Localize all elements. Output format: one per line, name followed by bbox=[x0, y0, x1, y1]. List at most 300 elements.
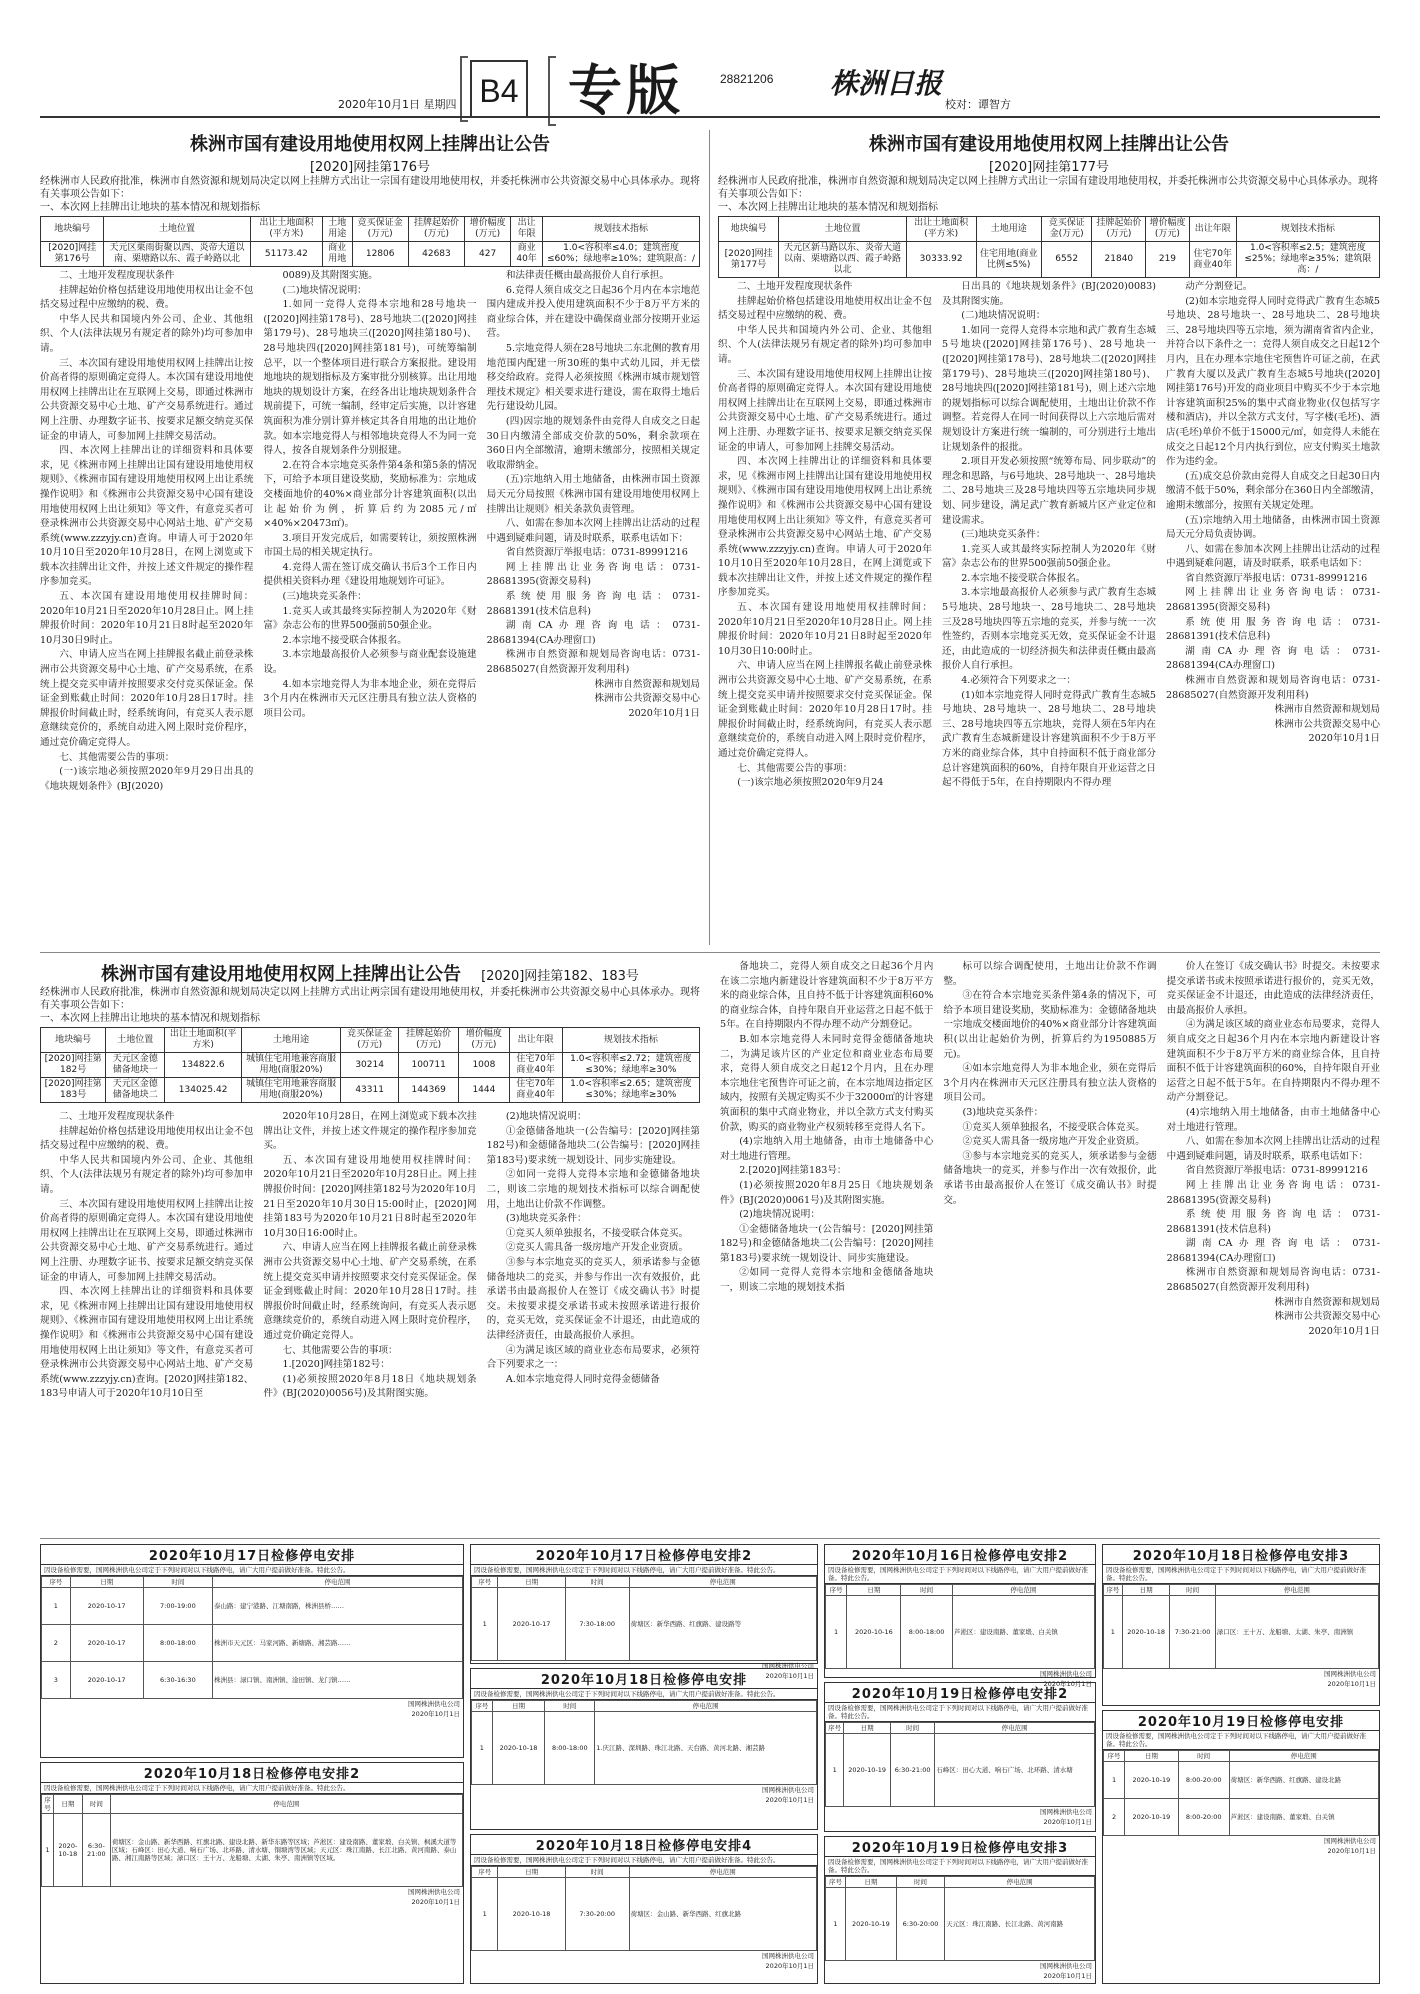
notice-title: 株洲市国有建设用地使用权网上挂牌出让公告 bbox=[190, 134, 550, 155]
outage-intro: 因设备检修需要，国网株洲供电公司定于下列时间对以下线路停电，请广大用户提前做好准备。特此公告。 bbox=[825, 1857, 1095, 1876]
table-header-row bbox=[719, 217, 1380, 242]
cell: 荷塘区：金山路、新华西路、红旗北路 bbox=[629, 1878, 816, 1951]
notice-title: 株洲市国有建设用地使用权网上挂牌出让公告 bbox=[101, 964, 462, 985]
cell: 1444 bbox=[459, 1078, 509, 1103]
outage-title: 2020年10月18日检修停电安排 bbox=[471, 1669, 817, 1689]
paragraph: 中华人民共和国境内外公司、企业、其他组织、个人(法律法规另有规定者的除外)均可参加申请。 bbox=[40, 313, 254, 354]
paragraph: (五)宗地纳入用土地储备，由株洲市国土资源局天元分局按照《株洲市国有建设用地使用权网上挂牌出让规则》相关条款负责管理。 bbox=[486, 474, 700, 515]
notice-section-1: 一、本次网上挂牌出让地块的基本情况和规划指标 bbox=[718, 202, 938, 213]
cell: 2020-10-19 bbox=[1125, 1799, 1179, 1836]
notice-intro: 经株洲市人民政府批准，株洲市自然资源和规划局决定以网上挂牌方式出让两宗国有建设用地使用权，并委托株洲市公共资源交易中心具体承办。现将有关事项公告如下： bbox=[40, 987, 700, 1011]
text-column bbox=[40, 269, 253, 909]
header-cell: 挂牌起始价(万元) bbox=[408, 217, 464, 242]
paragraph: 系统使用服务咨询电话：0731-28681391(技术信息科) bbox=[1166, 1209, 1380, 1235]
cell: 1 bbox=[1104, 1596, 1123, 1669]
cell: 3 bbox=[42, 1662, 71, 1699]
paragraph: (4)宗地纳入用土地储备，由市土地储备中心对土地进行管理。 bbox=[1166, 1106, 1380, 1133]
paragraph: (2)地块情况说明： bbox=[505, 1111, 587, 1122]
outage-intro: 因设备检修需要，国网株洲供电公司定于下列时间对以下线路停电，请广大用户提前做好准备。特此公告。 bbox=[825, 1703, 1095, 1722]
paragraph: 湖南CA办理咨询电话：0731-28681394(CA办理窗口) bbox=[486, 620, 700, 646]
header-cell: 日期 bbox=[70, 1577, 143, 1588]
paragraph: (4)宗地纳入用土地储备，由市土地储备中心对土地进行管理。 bbox=[720, 1136, 934, 1162]
header-cell: 竞买保证金(万元) bbox=[1041, 217, 1092, 242]
paragraph: 系统使用服务咨询电话：0731-28681391(技术信息科) bbox=[1166, 616, 1380, 643]
paragraph: 3.项目开发完成后，如需要转让，须按照株洲市国土局的相关规定执行。 bbox=[263, 532, 477, 559]
section-divider bbox=[40, 1538, 1380, 1539]
paragraph: 2.项目开发必须按照“统筹布局、同步联动”的理念和思路，与6号地块、28号地块一、28号地块二、28号地块三及28号地块四等五宗地块同步规划、同步建设，满足武广教育新城片区产业定位和建设需求。 bbox=[942, 456, 1156, 526]
cell: 住宅70年商业40年 bbox=[1189, 242, 1236, 278]
outage-intro: 因设备检修需要，国网株洲供电公司定于下列时间对以下线路停电，请广大用户提前做好准备。特此公告。 bbox=[471, 1565, 817, 1576]
cell: 6:30-21:00 bbox=[82, 1814, 110, 1887]
paragraph: 价人在签订《成交确认书》时提交。未按要求提交承诺书或未按照承诺进行报价的，竞买无效，竞买保证金不计退还，由此造成的法律经济责任，由最高报价人承担。 bbox=[1166, 961, 1380, 1016]
paragraph: 4.如本宗地竞得人为非本地企业，须在竞得后3个月内在株洲市天元区注册具有独立法人资格的项目公司。 bbox=[263, 678, 477, 719]
outage-intro: 因设备检修需要，国网株洲供电公司定于下列时间对以下线路停电，请广大用户提前做好准备。特此公告。 bbox=[1103, 1565, 1379, 1584]
paragraph: ②如同一竞得人竞得本宗地和金德储备地块二，则该二宗地的规划技术指标可以综合调配使用，土地出让价款不作调整。 bbox=[486, 1169, 700, 1210]
cell: 株洲县：渌口镇、南洲镇、淦田镇、龙门镇…… bbox=[213, 1662, 463, 1699]
cell: 2020-10-19 bbox=[845, 1888, 896, 1961]
page-number: B4 bbox=[470, 60, 528, 118]
cell: 2020-10-18 bbox=[492, 1712, 545, 1785]
table-header-row bbox=[1104, 1751, 1379, 1762]
paragraph: ①金德储备地块一(公告编号：[2020]网挂第182号)和金德储备地块二(公告编号：[2020]网挂第183号)要求统一规划设计、同步实施建设。 bbox=[486, 1125, 700, 1166]
cell: 2020-10-19 bbox=[844, 1734, 891, 1807]
cell: 6552 bbox=[1041, 242, 1092, 278]
paragraph: 五、本次国有建设用地使用权挂牌时间：2020年10月21日至2020年10月28日止。网上挂牌报价时间：[2020]网挂第182号为2020年10月21日至2020年10月30日15:00时止，[2020]网挂第183号为2020年10月21日8时起至2020年10月30日16:00时止。 bbox=[263, 1154, 477, 1239]
paragraph: (1)必须按照2020年8月18日《地块规划条件》(BJ(2020)0056号)及其附图实施。 bbox=[263, 1373, 477, 1400]
parcel-table bbox=[40, 1027, 700, 1103]
paragraph: ④如本宗地竞得人为非本地企业，须在竞得后3个月内在株洲市天元区注册具有独立法人资格的项目公司。 bbox=[943, 1063, 1157, 1104]
text-column bbox=[263, 1110, 476, 1530]
paragraph: 6.竞得人须自成交之日起36个月内在本宗地范围内建成并投入使用建筑面积不少于8万平方米的商业综合体，并在建设中确保商业部分按期开业运营。 bbox=[486, 284, 700, 340]
header-cell: 序号 bbox=[1104, 1751, 1125, 1762]
header-cell: 出让土地面积(平方米) bbox=[165, 1028, 242, 1053]
text-column-body bbox=[1166, 280, 1380, 703]
header-cell: 序号 bbox=[826, 1877, 846, 1888]
paragraph: 三、本次国有建设用地使用权网上挂牌出让按价高者得的原则确定竞得人。本次国有建设用地使用权网上挂牌出让在互联网上交易，即通过株洲市公共资源交易中心土地、矿产交易系统进行。通过网上注册、办理数字证书、按要求足额交纳竞买保证金的申请人，可参加网上挂牌交易活动。 bbox=[718, 368, 932, 453]
header-cell: 日期 bbox=[845, 1877, 896, 1888]
header-cell: 日期 bbox=[53, 1795, 82, 1814]
outage-footer: 国网株洲供电公司 bbox=[408, 1700, 460, 1708]
outage-table bbox=[471, 1700, 817, 1785]
outage-title: 2020年10月18日检修停电安排3 bbox=[1103, 1545, 1379, 1565]
outage-box bbox=[1102, 1544, 1380, 1706]
cell: 1.0<容积率≤2.72；建筑密度≤30%；绿地率≥30% bbox=[562, 1053, 699, 1078]
signature-2: 株洲市公共资源交易中心 bbox=[1274, 1311, 1380, 1323]
paragraph: 网上挂牌出让业务咨询电话：0731-28681395(资源交易科) bbox=[486, 561, 700, 588]
outage-date: 2020年10月1日 bbox=[1043, 1680, 1092, 1688]
cell: 100711 bbox=[398, 1053, 458, 1078]
signature-date: 2020年10月1日 bbox=[628, 707, 700, 719]
header-cell: 出让土地面积(平方米) bbox=[906, 217, 976, 242]
signature-date: 2020年10月1日 bbox=[1308, 733, 1380, 745]
header-cell: 停电范围 bbox=[110, 1795, 462, 1814]
outage-table bbox=[471, 1866, 817, 1951]
outage-intro: 因设备检修需要，国网株洲供电公司定于下列时间对以下线路停电，请广大用户提前做好准备。特此公告。 bbox=[471, 1689, 817, 1700]
outage-title: 2020年10月19日检修停电安排 bbox=[1103, 1711, 1379, 1731]
paragraph: 六、申请人应当在网上挂牌报名截止前登录株洲市公共资源交易中心土地、矿产交易系统，在系统上提交竞买申请并按照要求交付竞买保证金。保证金到账截止时间：2020年10月28日17时。挂牌报价时间截止时，经系统询问，有竞买人表示愿意继续竞价的，系统自动进入网上限时竞价程序，通过竞价确定竞得人。 bbox=[40, 649, 254, 748]
outage-footer: 国网株洲供电公司 bbox=[1040, 1670, 1092, 1678]
header-cell: 停电范围 bbox=[952, 1585, 1094, 1596]
table-row bbox=[42, 1662, 463, 1699]
cell: 2020-10-18 bbox=[53, 1814, 82, 1887]
cell: 荷塘区：新华西路、红旗路、建设北路 bbox=[1229, 1762, 1378, 1799]
paragraph: 四、本次网上挂牌出让的详细资料和具体要求，见《株洲市网上挂牌出让国有建设用地使用权规则》、《株洲市国有建设用地使用权网上出让系统操作说明》和《株洲市公共资源交易中心国有建设用地使用权网上出让须知》等文件，有意竞买者可登录株洲市公共资源交易中心网站土地、矿产交易系统(www.zzzyjy.cn)查询。申请人可于2020年10月10日至2020年10月28日，在网上浏览或下载本次挂牌出让文件，并按上述文件规定的操作程序参加竞买。 bbox=[718, 456, 932, 599]
cell: 12806 bbox=[352, 242, 408, 267]
header-cell: 序号 bbox=[472, 1867, 498, 1878]
header-cell: 序号 bbox=[42, 1795, 54, 1814]
cell: 1.庆江路、深圳路、珠江北路、天台路、黄河北路、湘芸路 bbox=[595, 1712, 817, 1785]
table-header-row bbox=[826, 1585, 1095, 1596]
header-cell: 停电范围 bbox=[945, 1877, 1095, 1888]
cell: 8:00-20:00 bbox=[1178, 1799, 1229, 1836]
notice-intro: 经株洲市人民政府批准，株洲市自然资源和规划局决定以网上挂牌方式出让一宗国有建设用地使用权，并委托株洲市公共资源交易中心具体承办。现将有关事项公告如下： bbox=[40, 176, 700, 200]
header-cell: 停电范围 bbox=[213, 1577, 463, 1588]
cell: 芦淞区：建设南路、董家塅、白关镇 bbox=[1229, 1799, 1378, 1836]
outage-intro: 因设备检修需要，国网株洲供电公司定于下列时间对以下线路停电，请广大用户提前做好准备。特此公告。 bbox=[471, 1855, 817, 1866]
outage-box bbox=[470, 1544, 818, 1680]
cell: 7:00-19:00 bbox=[143, 1588, 212, 1625]
outage-box bbox=[40, 1544, 464, 1758]
paragraph: 1.竞买人或其最终实际控制人为2020年《财富》杂志公布的世界500强前50强企业。 bbox=[942, 543, 1156, 570]
header-cell: 日期 bbox=[1125, 1751, 1179, 1762]
paragraph: 三、本次国有建设用地使用权网上挂牌出让按价高者得的原则确定竞得人。本次国有建设用地使用权网上挂牌出让在互联网上交易，即通过株洲市公共资源交易中心土地、矿产交易系统进行。通过网上注册、办理数字证书、按要求足额交纳竞买保证金的申请人，可参加网上挂牌交易活动。 bbox=[40, 357, 254, 442]
header-cell: 日期 bbox=[498, 1867, 565, 1878]
outage-date: 2020年10月1日 bbox=[411, 1710, 460, 1718]
header-cell: 土地位置 bbox=[106, 1028, 165, 1053]
cell: 芦淞区：建设南路、董家塅、白关镇 bbox=[952, 1596, 1094, 1669]
outage-footer: 国网株洲供电公司 bbox=[762, 1952, 814, 1960]
text-column bbox=[720, 960, 933, 1530]
header-cell: 地块编号 bbox=[719, 217, 779, 242]
outage-title: 2020年10月17日检修停电安排2 bbox=[471, 1545, 817, 1565]
cell: 7:30-20:00 bbox=[565, 1878, 629, 1951]
header-cell: 挂牌起始价(万元) bbox=[1092, 217, 1146, 242]
outage-title: 2020年10月17日检修停电安排 bbox=[41, 1545, 463, 1565]
paragraph: 株洲市自然资源和规划局咨询电话：0731-28685027(自然资源开发利用科) bbox=[486, 649, 700, 676]
table-row bbox=[41, 242, 700, 267]
table-header-row bbox=[41, 217, 700, 242]
text-column-body bbox=[1167, 960, 1380, 1296]
text-column bbox=[263, 269, 476, 909]
table-row bbox=[1104, 1596, 1379, 1669]
paragraph: 1.竞买人或其最终实际控制人为2020年《财富》杂志公布的世界500强前50强企业。 bbox=[263, 605, 477, 632]
cell: 8:00-18:00 bbox=[545, 1712, 595, 1785]
table-header-row bbox=[1104, 1585, 1379, 1596]
header-cell: 出让年限 bbox=[1189, 217, 1236, 242]
cell: [2020]网挂第182号 bbox=[41, 1053, 106, 1078]
paragraph: 4.竞得人需在签订成交确认书后3个工作日内提供相关资料办理《建设用地规划许可证》。 bbox=[263, 561, 477, 588]
paragraph: ②如同一竞得人竞得本宗地和金德储备地块一，则该二宗地的规划技术指 bbox=[720, 1267, 934, 1294]
paragraph: 二、土地开发程度现状条件 bbox=[737, 281, 853, 292]
paragraph: 八、如需在参加本次网上挂牌出让活动的过程中遇到疑难问题，请及时联系，联系电话如下： bbox=[486, 518, 700, 544]
paragraph: 中华人民共和国境内外公司、企业、其他组织、个人(法律法规另有规定者的除外)均可参加申请。 bbox=[40, 1154, 254, 1195]
cell: 2020-10-16 bbox=[847, 1596, 901, 1669]
cell: [2020]网挂第183号 bbox=[41, 1078, 106, 1103]
cell: 30333.92 bbox=[906, 242, 976, 278]
section-divider bbox=[40, 952, 1380, 953]
paragraph: (四)因宗地的规划条件由竞得人自成交之日起30日内缴清全部成交价款的50%，剩余款项在360日内全部缴清，逾期未缴部分，按照相关规定收取滞纳金。 bbox=[486, 415, 700, 471]
cell: 商业40年 bbox=[511, 242, 543, 267]
header-cell: 停电范围 bbox=[1215, 1585, 1378, 1596]
text-column bbox=[1166, 280, 1380, 920]
paragraph: 八、如需在参加本次网上挂牌出让活动的过程中遇到疑难问题，请及时联系，联系电话如下： bbox=[1166, 1136, 1380, 1162]
paragraph: ③在符合本宗地竞买条件第4条的情况下，可给予本项目建设奖励，奖励标准为：金德储备地块一宗地成交楼面地价的40%×商业部分计容建筑面积(以出让起始价为例，折算后约为1950885万元)。 bbox=[943, 990, 1157, 1060]
cell: 1 bbox=[472, 1878, 498, 1951]
table-header-row bbox=[472, 1867, 817, 1878]
cell: 2 bbox=[42, 1625, 71, 1662]
outage-box bbox=[824, 1836, 1096, 1984]
paragraph: (2)地块情况说明： bbox=[739, 1209, 820, 1221]
cell: 1.0<容积率≤4.0；建筑密度≤60%；绿地率≥10%；建筑限高：/ bbox=[543, 242, 700, 267]
header-cell: 出让年限 bbox=[511, 217, 543, 242]
column-divider bbox=[709, 130, 710, 945]
cell: 6:30-16:30 bbox=[143, 1662, 212, 1699]
header-cell: 时间 bbox=[896, 1877, 944, 1888]
paragraph: 八、如需在参加本次网上挂牌出让活动的过程中遇到疑难问题，请及时联系，联系电话如下： bbox=[1166, 543, 1380, 570]
outage-table bbox=[1103, 1750, 1379, 1836]
paragraph: 六、申请人应当在网上挂牌报名截止前登录株洲市公共资源交易中心土地、矿产交易系统，在系统上提交竞买申请并按照要求交付竞买保证金。保证金到账截止时间：2020年10月28日17时。挂牌报价时间截止时，经系统询问，有竞买人表示愿意继续竞价的，系统自动进入网上限时竞价程序，通过竞价确定竞得人。 bbox=[263, 1242, 477, 1341]
notice-176 bbox=[40, 130, 700, 909]
header-cell: 时间 bbox=[1170, 1585, 1215, 1596]
paragraph: 中华人民共和国境内外公司、企业、其他组织、个人(法律法规另有规定者的除外)均可参加申请。 bbox=[718, 324, 932, 365]
outage-table bbox=[471, 1576, 817, 1661]
cell: 7:30-18:00 bbox=[565, 1588, 629, 1661]
cell: 泰山路：建宁港路、江塘南路，株洲县桥…… bbox=[213, 1588, 463, 1625]
paragraph: 和法律责任概由最高报价人自行承担。 bbox=[505, 270, 669, 281]
outage-table bbox=[41, 1794, 463, 1887]
header-cell: 规划技术指标 bbox=[1236, 217, 1379, 242]
cell: 城镇住宅用地兼容商服用地(商服20%) bbox=[241, 1053, 340, 1078]
outage-title: 2020年10月18日检修停电安排4 bbox=[471, 1835, 817, 1855]
paragraph: 2.[2020]网挂第183号： bbox=[739, 1165, 847, 1177]
cell: 30214 bbox=[341, 1053, 399, 1078]
paragraph: 挂牌起始价格包括建设用地使用权出让金不包括交易过程中应缴纳的税、费。 bbox=[40, 284, 254, 311]
paragraph: 1.如同一竞得人竞得本宗地和武广教育生态城5号地块([2020]网挂第176号)、28号地块一([2020]网挂第178号)、28号地块二([2020]网挂第179号)、28号地块三([2020]网挂第180号)、28号地块四([2020]网挂第181号)，则上述六宗地的规划指标可以综合调配使用，土地出让价款不作调整。若竞得人在同一时间获得以上六宗地后需对规划设计方案进行统一编制的，可分别进行土地出让规划条件的报批。 bbox=[942, 324, 1156, 453]
outage-intro: 因设备检修需要，国网株洲供电公司定于下列时间对以下线路停电，请广大用户提前做好准备。特此公告。 bbox=[41, 1783, 463, 1794]
cell: 住宅70年商业40年 bbox=[509, 1053, 562, 1078]
header-cell: 出让年限 bbox=[509, 1028, 562, 1053]
outage-box bbox=[40, 1762, 464, 1984]
paragraph: 备地块二，竞得人须自成交之日起36个月内在该二宗地内新建设计容建筑面积不少于8万平方米的商业综合体，且自持不低于计容建筑面积60%的商业综合体，自持年限自开业运营之日起不低于5年。在自持期限内不得办理不动产分割登记。 bbox=[720, 961, 934, 1031]
paragraph: (3)地块竞买条件： bbox=[962, 1106, 1044, 1118]
notice-intro: 经株洲市人民政府批准，株洲市自然资源和规划局决定以网上挂牌方式出让一宗国有建设用地使用权，并委托株洲市公共资源交易中心具体承办。现将有关事项公告如下： bbox=[718, 176, 1378, 200]
paragraph: 挂牌起始价格包括建设用地使用权出让金不包括交易过程中应缴纳的税、费。 bbox=[718, 295, 932, 322]
header-cell: 时间 bbox=[565, 1577, 629, 1588]
paragraph: (一)该宗地必须按照2020年9月24 bbox=[737, 777, 884, 789]
header-cell: 出让土地面积(平方米) bbox=[250, 217, 322, 242]
header-cell: 停电范围 bbox=[935, 1723, 1095, 1734]
outage-intro: 因设备检修需要，国网株洲供电公司定于下列时间对以下线路停电，请广大用户提前做好准备。特此公告。 bbox=[1103, 1731, 1379, 1750]
table-header-row bbox=[41, 1028, 700, 1053]
header-cell: 规划技术指标 bbox=[543, 217, 700, 242]
header-cell: 地块编号 bbox=[41, 1028, 106, 1053]
header-cell: 日期 bbox=[844, 1723, 891, 1734]
header-cell: 序号 bbox=[826, 1723, 844, 1734]
cell: 43311 bbox=[341, 1078, 399, 1103]
cell: 2020-10-19 bbox=[1125, 1762, 1179, 1799]
paragraph: (3)地块竞买条件： bbox=[505, 1213, 587, 1225]
paragraph: ④为满足该区域的商业业态布局要求，竞得人须自成交之日起36个月内在本宗地内新建设计容建筑面积不少于8万平方米的商业综合体，且自持面积不低于计容建筑面积的60%，自持年限自开业运营之日起不低于5年。在自持期限内不得办理不动产分割登记。 bbox=[1166, 1019, 1380, 1104]
cell: 8:00-20:00 bbox=[1178, 1762, 1229, 1799]
notice-section-1: 一、本次网上挂牌出让地块的基本情况和规划指标 bbox=[40, 1013, 260, 1024]
cell: 8:00-18:00 bbox=[901, 1596, 952, 1669]
paragraph: 株洲市自然资源和规划局咨询电话：0731-28685027(自然资源开发利用科) bbox=[1166, 1267, 1380, 1294]
table-row bbox=[41, 1053, 700, 1078]
header-cell: 时间 bbox=[891, 1723, 935, 1734]
cell: 株洲市天元区：马家河路、新塘路、湘芸路…… bbox=[213, 1625, 463, 1662]
outage-intro: 因设备检修需要，国网株洲供电公司定于下列时间对以下线路停电，请广大用户提前做好准备。特此公告。 bbox=[41, 1565, 463, 1576]
table-header-row bbox=[42, 1795, 463, 1814]
outage-table bbox=[825, 1722, 1095, 1807]
masthead-rule bbox=[40, 116, 1380, 118]
cell: 城镇住宅用地兼容商服用地(商服20%) bbox=[241, 1078, 340, 1103]
paragraph: 2.在符合本宗地竞买条件第4条和第5条的情况下，可给予本项目建设奖励，奖励标准为：宗地成交楼面地价的40%×商业部分计容建筑面积(以出让起始价为例，折算后约为2085元/㎡×40%×20473㎡)。 bbox=[263, 459, 477, 530]
table-header-row bbox=[472, 1577, 817, 1588]
cell: 1 bbox=[1104, 1762, 1125, 1799]
header-cell: 时间 bbox=[82, 1795, 110, 1814]
table-row bbox=[42, 1814, 463, 1887]
header-cell: 停电范围 bbox=[629, 1577, 816, 1588]
outage-footer: 国网株洲供电公司 bbox=[762, 1662, 814, 1670]
paragraph: 2020年10月28日，在网上浏览或下载本次挂牌出让文件，并按上述文件规定的操作程序参加竞买。 bbox=[263, 1111, 477, 1152]
header-cell: 日期 bbox=[498, 1577, 565, 1588]
cell: 2020-10-17 bbox=[70, 1625, 143, 1662]
paragraph: (二)地块情况说明： bbox=[961, 310, 1046, 322]
text-column bbox=[942, 280, 1156, 920]
table-header-row bbox=[42, 1577, 463, 1588]
notice-number: [2020]网挂第182、183号 bbox=[481, 969, 639, 984]
cell: 天元区金德储备地块二 bbox=[106, 1078, 165, 1103]
header-cell: 时间 bbox=[545, 1701, 595, 1712]
paragraph: (五)成交总价款由竞得人自成交之日起30日内缴清不低于50%，剩余部分在360日内全部缴清，逾期未缴部分，按照有关规定处理。 bbox=[1166, 470, 1380, 511]
header-cell: 时间 bbox=[1178, 1751, 1229, 1762]
paragraph: 湖南CA办理咨询电话：0731-28681394(CA办理窗口) bbox=[1166, 1238, 1380, 1264]
header-cell: 土地位置 bbox=[779, 217, 907, 242]
paragraph: 省自然资源厅举报电话：0731-89991216 bbox=[505, 547, 688, 559]
outage-footer: 国网株洲供电公司 bbox=[1040, 1808, 1092, 1816]
paragraph: 湖南CA办理咨询电话：0731-28681394(CA办理窗口) bbox=[1166, 645, 1380, 672]
notice-title: 株洲市国有建设用地使用权网上挂牌出让公告 bbox=[869, 134, 1229, 155]
outage-footer: 国网株洲供电公司 bbox=[1324, 1837, 1376, 1845]
table-header-row bbox=[826, 1723, 1095, 1734]
paragraph: 系统使用服务咨询电话：0731-28681391(技术信息科) bbox=[486, 591, 700, 617]
cell: 2020-10-18 bbox=[1122, 1596, 1170, 1669]
paragraph: 挂牌起始价格包括建设用地使用权出让金不包括交易过程中应缴纳的税、费。 bbox=[40, 1125, 254, 1152]
cell: 219 bbox=[1146, 242, 1189, 278]
header-cell: 序号 bbox=[826, 1585, 847, 1596]
paragraph: 省自然资源厅举报电话：0731-89991216 bbox=[1185, 572, 1368, 584]
cell: 2020-10-17 bbox=[70, 1588, 143, 1625]
paragraph: 2.本宗地不接受联合体报名。 bbox=[961, 572, 1086, 584]
table-row bbox=[1104, 1799, 1379, 1836]
date-line: 2020年10月1日 星期四 bbox=[338, 98, 457, 111]
notice-heading bbox=[40, 960, 700, 986]
paragraph: A.如本宗地竞得人同时竞得金德储备 bbox=[505, 1373, 660, 1385]
text-column bbox=[487, 1110, 700, 1530]
paragraph: B.如本宗地竞得人未同时竞得金德储备地块二，为满足该片区的产业定位和商业业态布局要求，竞得人须自成交之日起12个月内，且在办理本宗地住宅预售许可证之前，在本宗地周边指定区域内，按照有关规定购买不少于32000㎡的计容建筑面积的集中式商业物业，并以全款方式支付购买价款，购买的商业物业产权须转移至竞得人名下。 bbox=[720, 1033, 934, 1133]
text-column-body bbox=[487, 269, 700, 678]
parcel-table bbox=[40, 216, 700, 267]
cell: 1.0<容积率≤2.5；建筑密度≤25%；绿地率≥35%；建筑限高：/ bbox=[1236, 242, 1379, 278]
signature-2: 株洲市公共资源交易中心 bbox=[1274, 718, 1380, 730]
paragraph: (2)如本宗地竞得人同时竞得武广教育生态城5号地块、28号地块一、28号地块二、28号地块三、28号地块四等五宗地，须为湖南省省内企业，并符合以下条件之一：竞得人须自成交之日起12个月内，且在办理本宗地住宅预售许可证之前，在武广教育大厦以及武广教育生态城5号地块([2020]网挂第176号)开发的商业项目中购买不少于本宗地计容建筑面积25%的集中式商业物业(仅包括写字楼和酒店)，并以全款方式支付，写字楼(毛坯)、酒店(毛坯)单价不低于15000元/㎡，如竞得人未能在成交之日起12个月内执行到位，应支付购买土地款作为违约金。 bbox=[1166, 295, 1380, 468]
text-column bbox=[487, 269, 700, 909]
header-cell: 序号 bbox=[42, 1577, 71, 1588]
paragraph: 七、其他需要公告的事项： bbox=[59, 751, 175, 763]
text-column bbox=[943, 960, 1156, 1530]
paragraph: (1)必须按照2020年8月25日《地块规划条件》(BJ(2020)0061号)及其附图实施。 bbox=[720, 1179, 934, 1206]
outage-footer: 国网株洲供电公司 bbox=[1040, 1962, 1092, 1970]
cell: 2020-10-17 bbox=[70, 1662, 143, 1699]
table-row bbox=[1104, 1762, 1379, 1799]
outage-title: 2020年10月19日检修停电安排3 bbox=[825, 1837, 1095, 1857]
header-cell: 土地用途 bbox=[241, 1028, 340, 1053]
paragraph: (一)该宗地必须按照2020年9月29日出具的《地块规划条件》(BJ(2020) bbox=[40, 766, 254, 792]
cell: 1 bbox=[472, 1588, 498, 1661]
table-row bbox=[41, 1078, 700, 1103]
table-row bbox=[826, 1596, 1095, 1669]
cell: 42683 bbox=[408, 242, 464, 267]
header-cell: 增价幅度(万元) bbox=[465, 217, 511, 242]
paragraph: 四、本次网上挂牌出让的详细资料和具体要求，见《株洲市网上挂牌出让国有建设用地使用权规则》、《株洲市国有建设用地使用权网上出让系统操作说明》和《株洲市公共资源交易中心国有建设用地使用权网上出让须知》等文件，有意竞买者可登录株洲市公共资源交易中心网站土地、矿产交易系统(www.zzzyjy.cn)查询。申请人可于2020年10月10日至2020年10月28日，在网上浏览或下载本次挂牌出让文件，并按上述文件规定的操作程序参加竞买。 bbox=[40, 445, 254, 588]
header-cell: 时间 bbox=[565, 1867, 629, 1878]
paragraph: ③参与本宗地竞买的竞买人，须承诺参与金德储备地块一的竞买，并参与作出一次有效报价，此承诺书由最高报价人在签订《成交确认书》时提交。 bbox=[943, 1150, 1157, 1206]
cell: 1 bbox=[472, 1712, 493, 1785]
outage-date: 2020年10月1日 bbox=[1043, 1818, 1092, 1826]
paragraph: ④为满足该区域的商业业态布局要求，必须符合下列要求之一： bbox=[486, 1344, 700, 1371]
newspaper-logo: 株洲日报 bbox=[830, 67, 943, 100]
outage-footer: 国网株洲供电公司 bbox=[408, 1888, 460, 1896]
header-cell: 停电范围 bbox=[595, 1701, 817, 1712]
outage-title: 2020年10月18日检修停电安排2 bbox=[41, 1763, 463, 1783]
cell: 1 bbox=[42, 1588, 71, 1625]
cell: [2020]网挂第176号 bbox=[41, 242, 104, 267]
header-cell: 土地用途 bbox=[976, 217, 1041, 242]
cell: 1 bbox=[42, 1814, 54, 1887]
outage-date: 2020年10月1日 bbox=[1327, 1680, 1376, 1688]
outage-title: 2020年10月16日检修停电安排2 bbox=[825, 1545, 1095, 1565]
paragraph: ③参与本宗地竞买的竞买人，须承诺参与金德储备地块二的竞买，并参与作出一次有效报价，此承诺书由最高报价人在签订《成交确认书》时提交。未按要求提交承诺书或未按照承诺进行报价的，竞买无效，竞买保证金不计退还，由此造成的法律经济责任，由最高报价人承担。 bbox=[486, 1256, 700, 1341]
outage-table bbox=[41, 1576, 463, 1699]
outage-date: 2020年10月1日 bbox=[765, 1796, 814, 1804]
cell: 6:30-21:00 bbox=[891, 1734, 935, 1807]
paragraph: 2.本宗地不接受联合体报名。 bbox=[282, 634, 407, 646]
cell: 1 bbox=[826, 1734, 844, 1807]
header-cell: 日期 bbox=[492, 1701, 545, 1712]
table-row bbox=[472, 1588, 817, 1661]
cell: 51173.42 bbox=[250, 242, 322, 267]
paragraph: (三)地块竞买条件： bbox=[282, 591, 367, 603]
table-header-row bbox=[472, 1701, 817, 1712]
header-cell: 序号 bbox=[472, 1701, 493, 1712]
outage-table bbox=[825, 1584, 1095, 1669]
cell: 天元区新马路以东、炎帝大道以南、栗塘路以西、霞子岭路以北 bbox=[779, 242, 907, 278]
header-cell: 时间 bbox=[901, 1585, 952, 1596]
notice-body-left bbox=[40, 1110, 700, 1530]
cell: 2 bbox=[1104, 1799, 1125, 1836]
notice-number: [2020]网挂第177号 bbox=[988, 160, 1110, 175]
notice-body bbox=[40, 269, 700, 909]
cell: 荷塘区：新华西路、红旗路、建设路等 bbox=[629, 1588, 816, 1661]
outage-box bbox=[470, 1834, 818, 1984]
header-cell: 增价幅度(万元) bbox=[1146, 217, 1189, 242]
header-cell: 停电范围 bbox=[1229, 1751, 1378, 1762]
cell: 商业用地 bbox=[323, 242, 352, 267]
outage-date: 2020年10月1日 bbox=[765, 1672, 814, 1680]
signature-date: 2020年10月1日 bbox=[1308, 1325, 1380, 1337]
header-cell: 挂牌起始价(万元) bbox=[398, 1028, 458, 1053]
outage-box bbox=[824, 1682, 1096, 1832]
